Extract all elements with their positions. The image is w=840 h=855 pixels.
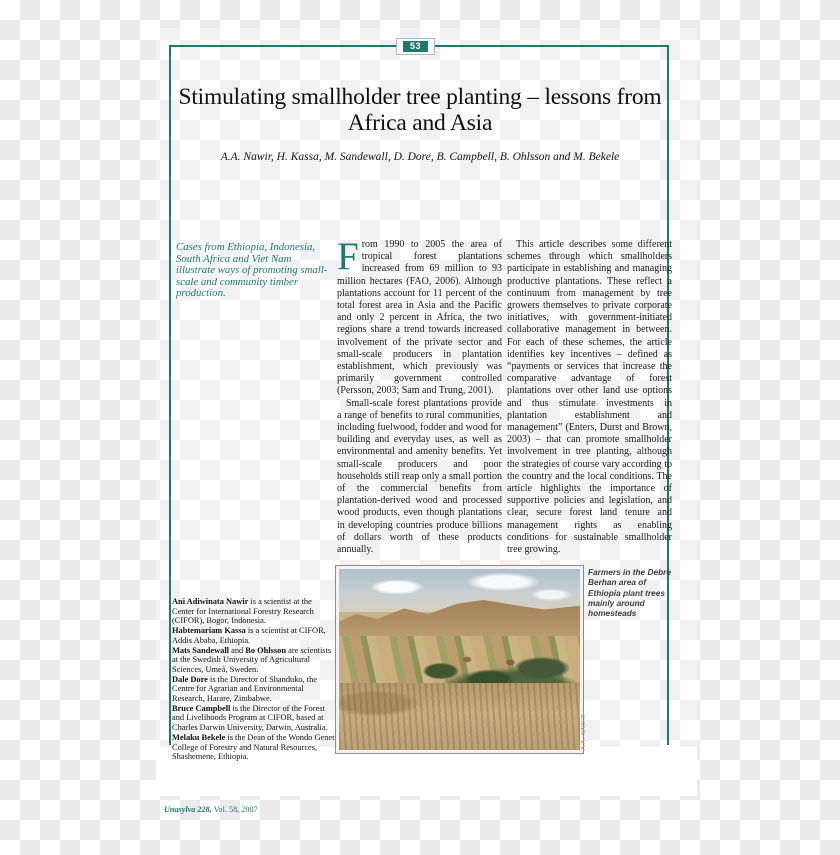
body-column-1	[337, 235, 502, 556]
page-number: 53	[403, 41, 428, 52]
article-title: Stimulating smallholder tree planting – lessons from Africa and Asia	[178, 84, 662, 136]
bio-entry: Habtemariam Kassa is a scientist at CIFOR, Addis Ababa, Ethiopia.	[172, 626, 326, 645]
drop-cap: F	[337, 235, 359, 278]
bio-entry: Melaku Bekele is the Dean of the Wondo Genet College of Forestry and Natural Resources, Shashemene, Ethiopia.	[172, 732, 335, 762]
journal-name: Unasylva 228,	[164, 805, 212, 814]
footer-issue: Vol. 58, 2007	[211, 805, 258, 814]
body-column-2	[507, 239, 672, 556]
paragraph: This article describes some different schemes through which smallholders participate in establishing and managing productive plantations. These reflect a continuum from management by tree growers themselves to private corporate initiatives, with government-initiated collaborative management in between. For each of these schemes, the article identifies key incentives – defined as “payments or services that increase the comparative advantage of forest plantations over other land use options and thus stimulate investments in plantation establishment and management” (Enters, Durst and Brown, 2003) – that can promote smallholder involvement in tree planting, although the strategies of course vary according to the country and the local conditions. The article highlights the importance of supportive policies and legislation, and clear, secure forest land tenure and management rights as enabling conditions for sustainable smallholder tree growing.	[507, 239, 672, 556]
footer	[164, 805, 258, 814]
paragraph: Small-scale forest plantations provide a range of benefits to rural communities, including fuelwood, fodder and wood for building and everyday uses, as well as environmental and amenity benefits. Yet small-scale producers and poor households still reap only a small portion of the commercial benefits from plantation-derived wood and processed wood products, even though plantations in developing countries produce billions of dollars worth of these products annually.	[337, 397, 502, 556]
paragraph-text: rom 1990 to 2005 the area of tropical forest plantations increased from 69 million to 93 million hectares (FAO, 2006). Although plantations account for 11 percent of the total forest area in Asia and the Pacific and only 2 percent in Africa, the two regions share a trend towards increased involvement of the private sector and small-scale producers in plantation establishment, which previously was primarily government controlled (Persson, 2003; Sam and Trung, 2001).	[337, 239, 502, 397]
photo-caption: Farmers in the Debre Berhan area of Ethiopia plant trees mainly around homesteads	[588, 567, 671, 619]
bio-entry: Dale Dore is the Director of Shanduko, the Centre for Agrarian and Environmental Research, Harare, Zimbabwe.	[172, 674, 317, 704]
author-bios	[172, 597, 336, 762]
authors-line: A.A. Nawir, H. Kassa, M. Sandewall, D. Dore, B. Campbell, B. Ohlsson and M. Bekele	[220, 151, 620, 163]
bio-entry: Bruce Campbell is the Director of the Forest and Livelihoods Program at CIFOR, based at Charles Darwin University, Darwin, Australia.	[172, 703, 328, 733]
bio-entry: Ani Adiwinata Nawir is a scientist at the Center for International Forestry Research (CIFOR), Bogor, Indonesia.	[172, 597, 314, 626]
page-number-tab	[396, 38, 435, 55]
page-frame-left-rule	[169, 45, 171, 745]
photo-credit: A.A. NAWIR	[581, 713, 587, 750]
paragraph	[337, 235, 502, 398]
photo-dry-grass-foreground	[339, 683, 580, 750]
teaser-text: Cases from Ethiopia, Indonesia, South Africa and Viet Nam illustrate ways of promoting small-scale and community timber production.	[176, 241, 328, 300]
bio-entry: Mats Sandewall and Bo Ohlsson are scientists at the Swedish University of Agricultural Sciences, Umeå, Sweden.	[172, 645, 332, 674]
landscape-photo	[336, 566, 583, 753]
